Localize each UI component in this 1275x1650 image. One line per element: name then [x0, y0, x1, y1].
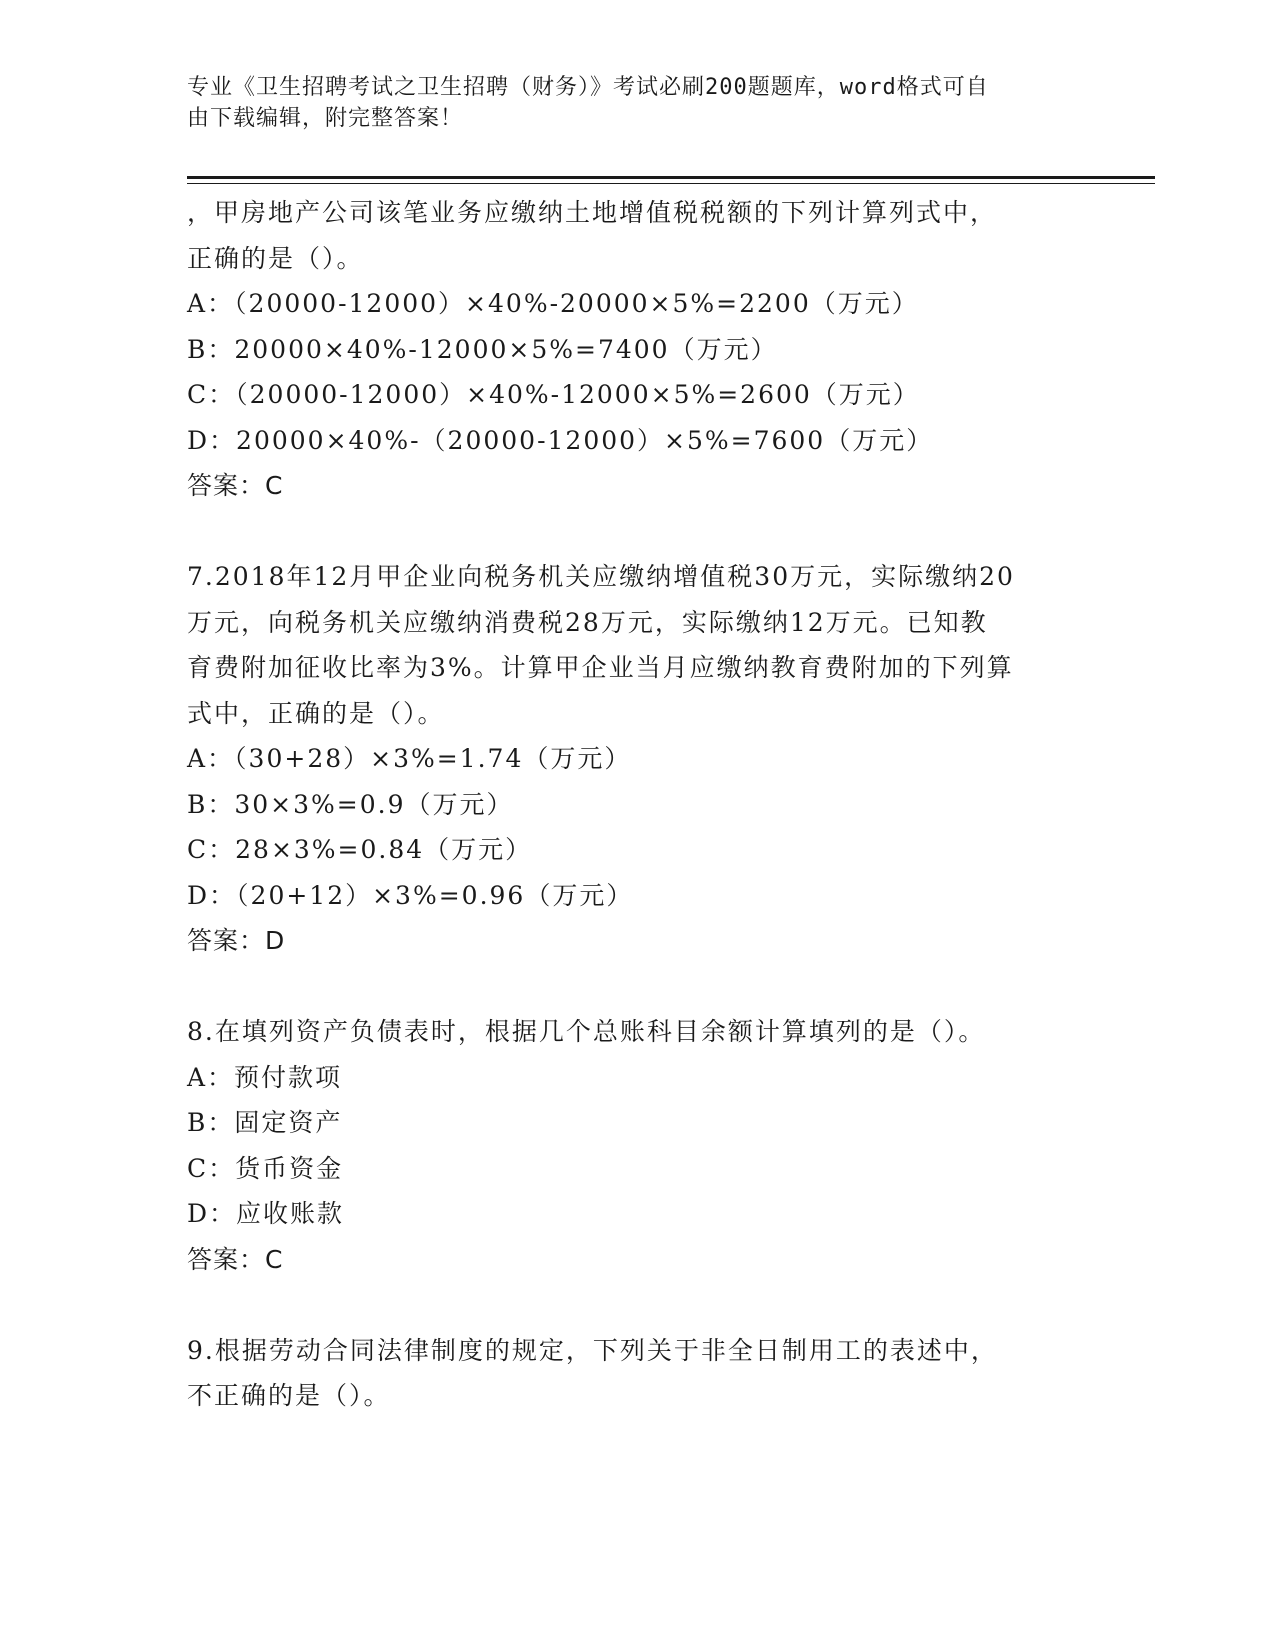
question-stem: 7.2018年12月甲企业向税务机关应缴纳增值税30万元，实际缴纳20 [187, 562, 1015, 591]
answer-label: 答案：D [187, 926, 286, 955]
option-a: A：预付款项 [187, 1062, 343, 1092]
answer-label: 答案：C [187, 1244, 284, 1274]
question-stem: 8.在填列资产负债表时，根据几个总账科目余额计算填列的是（）。 [187, 1017, 986, 1046]
question-8 [187, 1009, 1087, 1282]
header-title-line-1: 专业《卫生招聘考试之卫生招聘（财务）》考试必刷200题题库，word格式可自 [187, 75, 989, 100]
option-c: C：（20000-12000）×40%-12000×5%=2600（万元） [187, 380, 920, 409]
document-header [187, 72, 1067, 134]
question-stem: 9.根据劳动合同法律制度的规定，下列关于非全日制用工的表述中， [187, 1335, 998, 1365]
question-stem: 育费附加征收比率为3%。计算甲企业当月应缴纳教育费附加的下列算 [187, 653, 1014, 682]
option-c: C：28×3%=0.84（万元） [187, 835, 533, 864]
option-b: B：30×3%=0.9（万元） [187, 789, 514, 819]
option-b: B：20000×40%-12000×5%=7400（万元） [187, 334, 778, 364]
header-divider-thick [187, 176, 1155, 179]
question-7 [187, 554, 1087, 964]
option-d: D：20000×40%-（20000-12000）×5%=7600（万元） [187, 425, 934, 455]
option-d: D：应收账款 [187, 1199, 345, 1228]
question-stem: 万元，向税务机关应缴纳消费税28万元，实际缴纳12万元。已知教 [187, 607, 988, 637]
question-spacer [187, 964, 1087, 1010]
option-b: B：固定资产 [187, 1108, 343, 1137]
question-stem: 正确的是（）。 [187, 243, 364, 273]
option-d: D：（20+12）×3%=0.96（万元） [187, 880, 634, 910]
question-list [187, 190, 1087, 1419]
option-c: C：货币资金 [187, 1153, 344, 1183]
question-stem: ，甲房地产公司该笔业务应缴纳土地增值税税额的下列计算列式中， [187, 198, 998, 227]
question-6 [187, 190, 1087, 509]
header-divider-thin [187, 183, 1155, 184]
question-spacer [187, 1282, 1087, 1328]
question-spacer [187, 509, 1087, 555]
question-stem: 不正确的是（）。 [187, 1381, 391, 1410]
question-9 [187, 1328, 1087, 1419]
question-stem: 式中，正确的是（）。 [187, 698, 445, 728]
option-a: A：（30+28）×3%=1.74（万元） [187, 744, 632, 773]
answer-label: 答案：C [187, 471, 284, 500]
option-a: A：（20000-12000）×40%-20000×5%=2200（万元） [187, 289, 919, 318]
header-title-line-2: 由下载编辑，附完整答案！ [187, 106, 464, 131]
